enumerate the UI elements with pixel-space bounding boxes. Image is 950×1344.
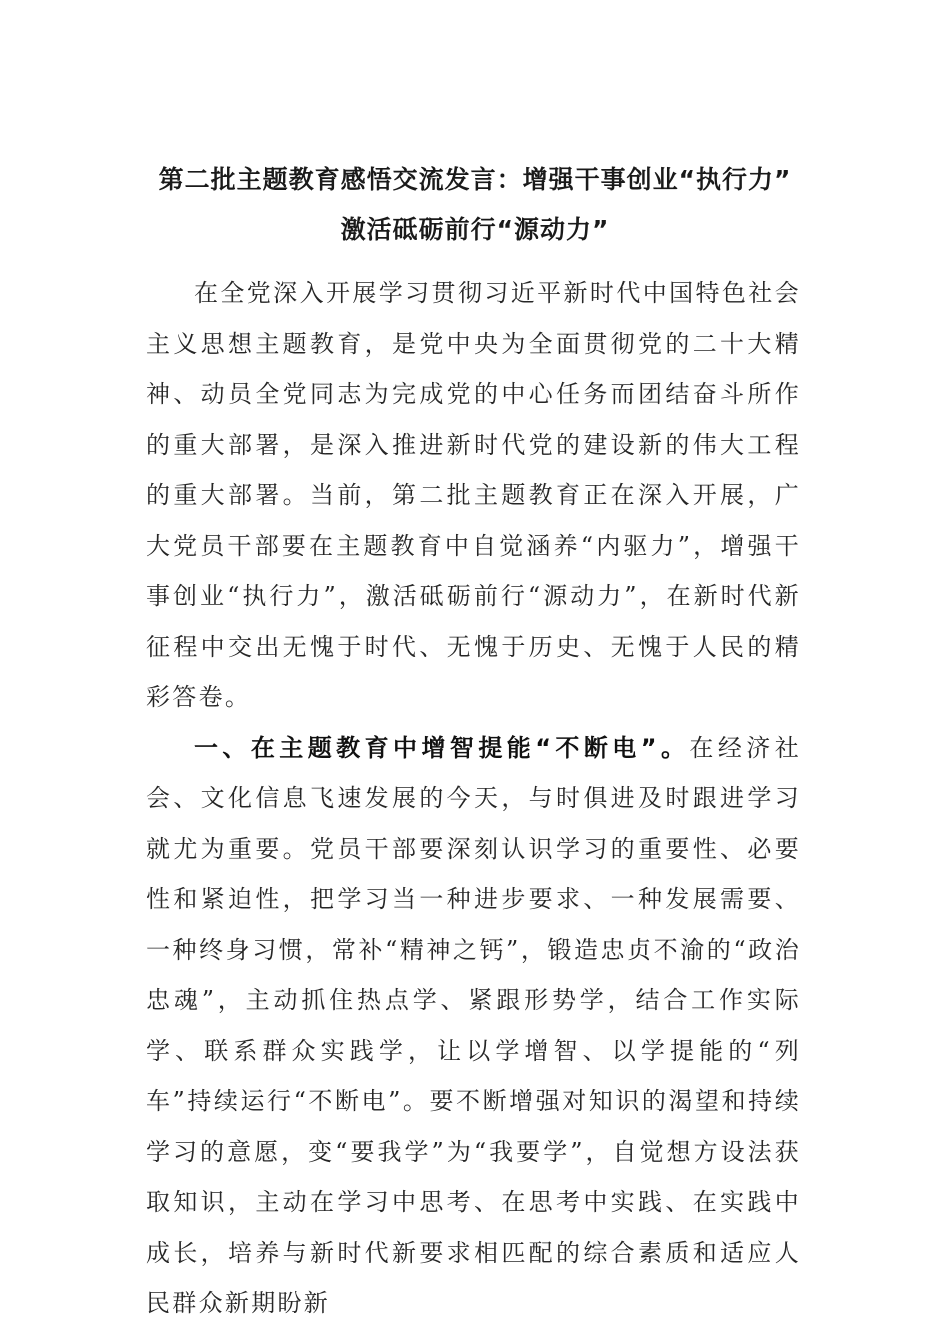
paragraph-section-1 xyxy=(146,723,801,1329)
document-title-line-1: 第二批主题教育感悟交流发言：增强干事创业“执行力” xyxy=(158,165,792,194)
document-title-line-2: 激活砥砺前行“源动力” xyxy=(340,215,610,244)
paragraph-intro: 在全党深入开展学习贯彻习近平新时代中国特色社会主义思想主题教育，是党中央为全面贯彻党的二十大精神、动员全党同志为完成党的中心任务而团结奋斗所作的重大部署，是深入推进新时代党的建设新的伟大工程的重大部署。当前，第二批主题教育正在深入开展，广大党员干部要在主题教育中自觉涵养“内驱力”，增强干事创业“执行力”，激活砥砺前行“源动力”，在新时代新征程中交出无愧于时代、无愧于历史、无愧于人民的精彩答卷。 xyxy=(146,279,801,711)
section-1-body: 在经济社会、文化信息飞速发展的今天，与时俱进及时跟进学习就尤为重要。党员干部要深刻认识学习的重要性、必要性和紧迫性，把学习当一种进步要求、一种发展需要、一种终身习惯，常补“精神之钙”，锻造忠贞不渝的“政治忠魂”，主动抓住热点学、紧跟形势学，结合工作实际学、联系群众实践学，让以学增智、以学提能的“列车”持续运行“不断电”。要不断增强对知识的渴望和持续学习的意愿，变“要我学”为“我要学”，自觉想方设法获取知识，主动在学习中思考、在思考中实践、在实践中成长，培养与新时代新要求相匹配的综合素质和适应人民群众新期盼新 xyxy=(146,733,801,1317)
document-body xyxy=(146,268,801,1329)
section-1-heading: 一、在主题教育中增智提能“不断电”。 xyxy=(194,733,690,762)
